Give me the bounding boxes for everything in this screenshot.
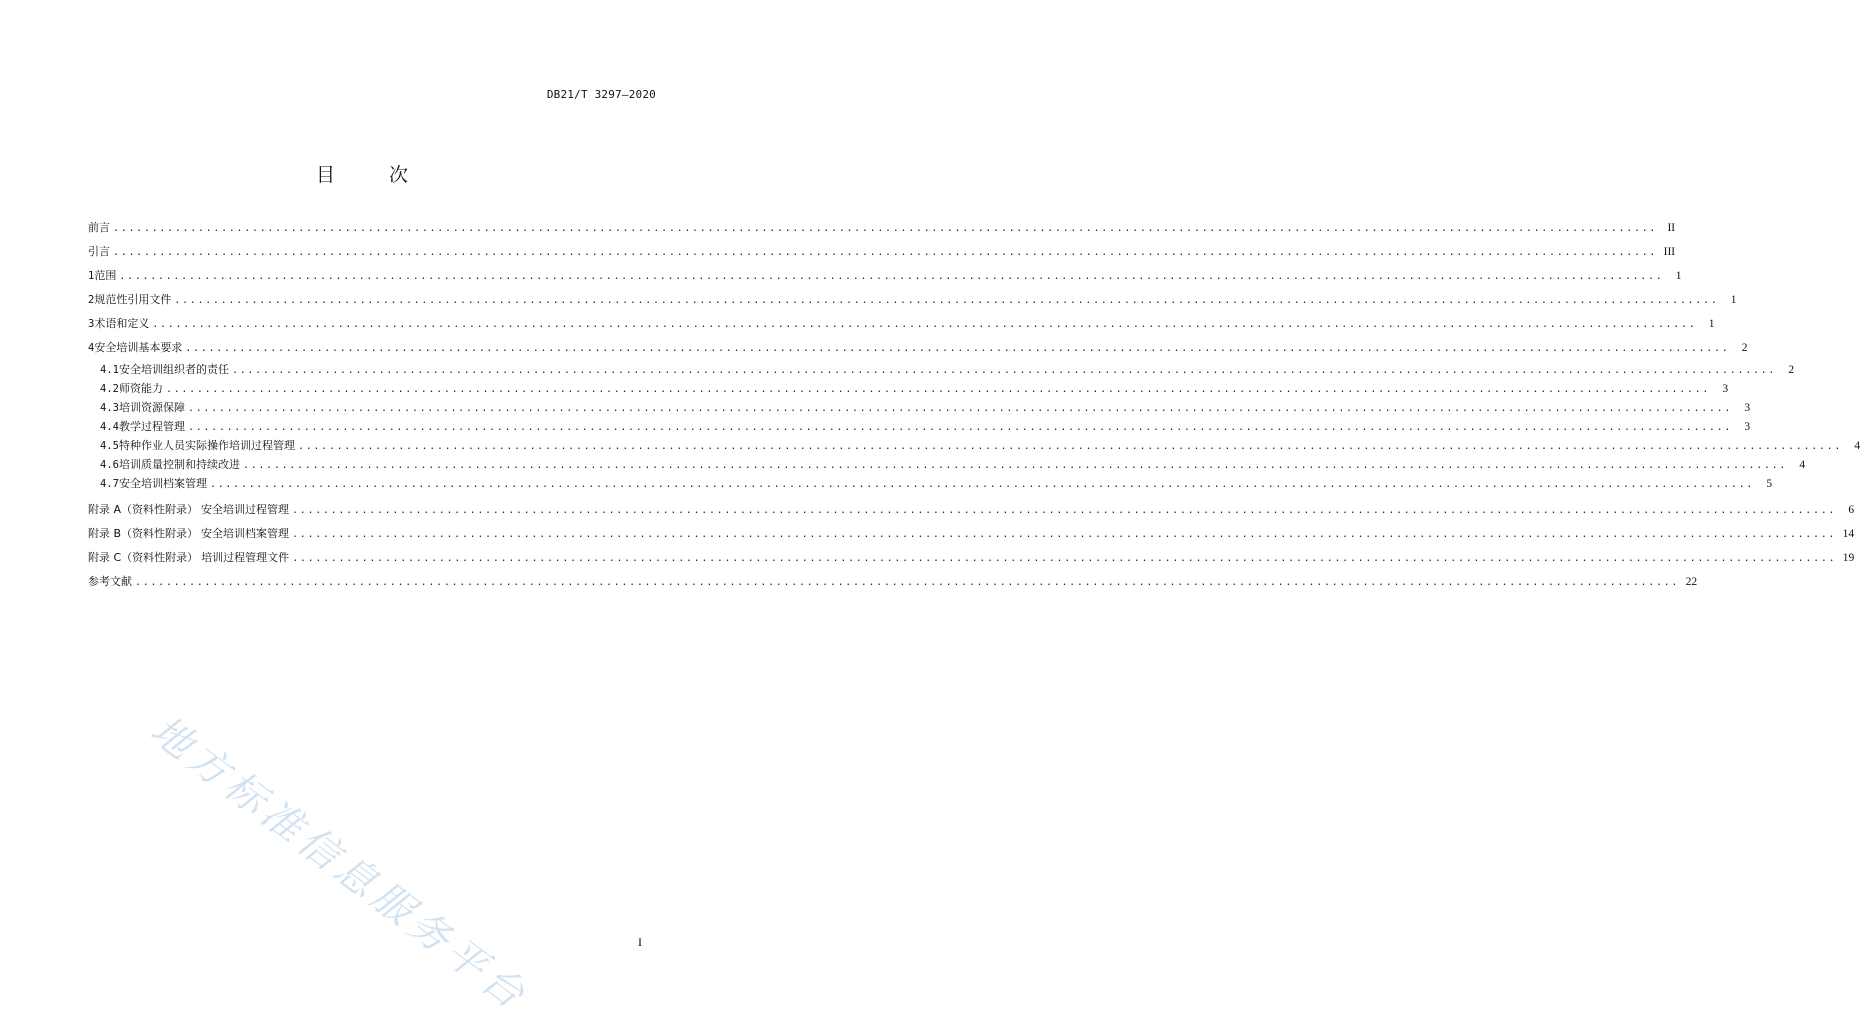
toc-entry-page: III xyxy=(1663,246,1676,258)
toc-entry-label: 范围 xyxy=(94,269,117,282)
toc-entry[interactable] xyxy=(88,264,1682,288)
toc-entry[interactable] xyxy=(88,288,1737,312)
toc-entry-label: 培训资源保障 xyxy=(118,401,185,414)
toc-entry-annex-title: 安全培训过程管理 xyxy=(201,503,290,516)
toc-entry-page: 2 xyxy=(1788,364,1795,376)
toc-entry-label: 附录 B（资料性附录） xyxy=(88,527,199,540)
toc-entry-number: 4.7 xyxy=(100,478,119,490)
toc-leader-dots: ........................................................................................................................................................................................................ xyxy=(165,384,1711,395)
toc-entry-page: 6 xyxy=(1848,504,1855,516)
toc-entry[interactable] xyxy=(88,398,1751,417)
toc-leader-dots: ........................................................................................................................................................................................................ xyxy=(174,295,1719,306)
toc-entry[interactable] xyxy=(88,455,1806,474)
toc-entry[interactable] xyxy=(88,379,1729,398)
toc-entry[interactable] xyxy=(88,336,1748,360)
toc-entry-page: 3 xyxy=(1722,383,1729,395)
toc-entry-number: 4.2 xyxy=(100,383,119,395)
toc-entry-number: 2 xyxy=(88,294,95,306)
toc-entry-page: 3 xyxy=(1744,402,1751,414)
toc-entry-annex-title: 安全培训档案管理 xyxy=(201,527,290,540)
toc-leader-dots: ........................................................................................................................................................................................................ xyxy=(292,505,1837,516)
toc-leader-dots: ........................................................................................................................................................................................................ xyxy=(292,553,1837,564)
toc-leader-dots: ........................................................................................................................................................................................................ xyxy=(135,577,1680,588)
toc-leader-dots: ........................................................................................................................................................................................................ xyxy=(113,247,1658,258)
toc-leader-dots: ........................................................................................................................................................................................................ xyxy=(242,460,1788,471)
toc-entry-page: 19 xyxy=(1842,552,1855,564)
toc-entry-label: 师资能力 xyxy=(118,382,163,395)
toc-entry-label: 安全培训组织者的责任 xyxy=(118,363,229,376)
toc-entry-number: 4.4 xyxy=(100,421,119,433)
toc-entry-label: 参考文献 xyxy=(88,575,132,588)
footer-page-number: I xyxy=(638,935,642,949)
toc-leader-dots: ........................................................................................................................................................................................................ xyxy=(185,343,1730,354)
toc-entry-number: 4.5 xyxy=(100,440,119,452)
toc-entry-label: 引言 xyxy=(88,245,110,258)
toc-entry-number: 1 xyxy=(88,270,95,282)
toc-entry-page: 1 xyxy=(1730,294,1737,306)
toc-entry-label: 培训质量控制和持续改进 xyxy=(118,458,240,471)
toc-entry-page: 3 xyxy=(1744,421,1751,433)
document-code: DB21/T 3297—2020 xyxy=(546,88,656,101)
toc-entry-label: 安全培训档案管理 xyxy=(118,477,207,490)
toc-leader-dots: ........................................................................................................................................................................................................ xyxy=(113,223,1658,234)
toc-entry[interactable] xyxy=(88,570,1698,594)
toc-entry-page: 1 xyxy=(1708,318,1715,330)
toc-entry-label: 特种作业人员实际操作培训过程管理 xyxy=(118,439,295,452)
toc-entry[interactable] xyxy=(88,312,1715,336)
toc-leader-dots: ........................................................................................................................................................................................................ xyxy=(152,319,1697,330)
toc-leader-dots: ........................................................................................................................................................................................................ xyxy=(292,529,1837,540)
toc-leader-dots: ........................................................................................................................................................................................................ xyxy=(187,422,1733,433)
toc-entry[interactable] xyxy=(88,498,1855,522)
toc-entry-page: 2 xyxy=(1741,342,1748,354)
toc-entry[interactable] xyxy=(88,546,1855,570)
toc-entry-page: 22 xyxy=(1685,576,1698,588)
toc-entry-label: 前言 xyxy=(88,221,110,234)
toc-entry[interactable] xyxy=(88,436,1860,455)
toc-entry[interactable] xyxy=(88,474,1773,493)
toc-entry-page: 1 xyxy=(1675,270,1682,282)
toc-entry[interactable] xyxy=(88,216,1676,240)
toc-entry[interactable] xyxy=(88,360,1795,379)
toc-entry-label: 教学过程管理 xyxy=(118,420,185,433)
toc-leader-dots: ........................................................................................................................................................................................................ xyxy=(297,441,1843,452)
toc-entry-page: 4 xyxy=(1854,440,1860,452)
toc-entry-page: 4 xyxy=(1799,459,1806,471)
toc-entry-number: 4 xyxy=(88,342,95,354)
toc-leader-dots: ........................................................................................................................................................................................................ xyxy=(187,403,1733,414)
toc-entry-page: II xyxy=(1667,222,1676,234)
toc-leader-dots: ........................................................................................................................................................................................................ xyxy=(119,271,1664,282)
table-of-contents xyxy=(88,216,1860,594)
toc-entry-label: 规范性引用文件 xyxy=(94,293,172,306)
toc-entry-label: 附录 A（资料性附录） xyxy=(88,503,199,516)
toc-leader-dots: ........................................................................................................................................................................................................ xyxy=(209,479,1755,490)
toc-entry-label: 附录 C（资料性附录） xyxy=(88,551,199,564)
toc-entry-number: 4.1 xyxy=(100,364,119,376)
toc-entry-annex-title: 培训过程管理文件 xyxy=(201,551,290,564)
toc-entry[interactable] xyxy=(88,240,1676,264)
watermark: 地方标准信息服务平台 xyxy=(141,707,537,1021)
toc-entry-number: 4.6 xyxy=(100,459,119,471)
toc-entry-label: 术语和定义 xyxy=(94,317,150,330)
page-title: 目 次 xyxy=(315,164,433,186)
toc-entry-label: 安全培训基本要求 xyxy=(94,341,183,354)
toc-leader-dots: ........................................................................................................................................................................................................ xyxy=(231,365,1777,376)
toc-entry[interactable] xyxy=(88,417,1751,436)
toc-entry[interactable] xyxy=(88,522,1855,546)
toc-entry-number: 4.3 xyxy=(100,402,119,414)
toc-entry-page: 14 xyxy=(1842,528,1855,540)
toc-entry-number: 3 xyxy=(88,318,95,330)
toc-entry-page: 5 xyxy=(1766,478,1773,490)
